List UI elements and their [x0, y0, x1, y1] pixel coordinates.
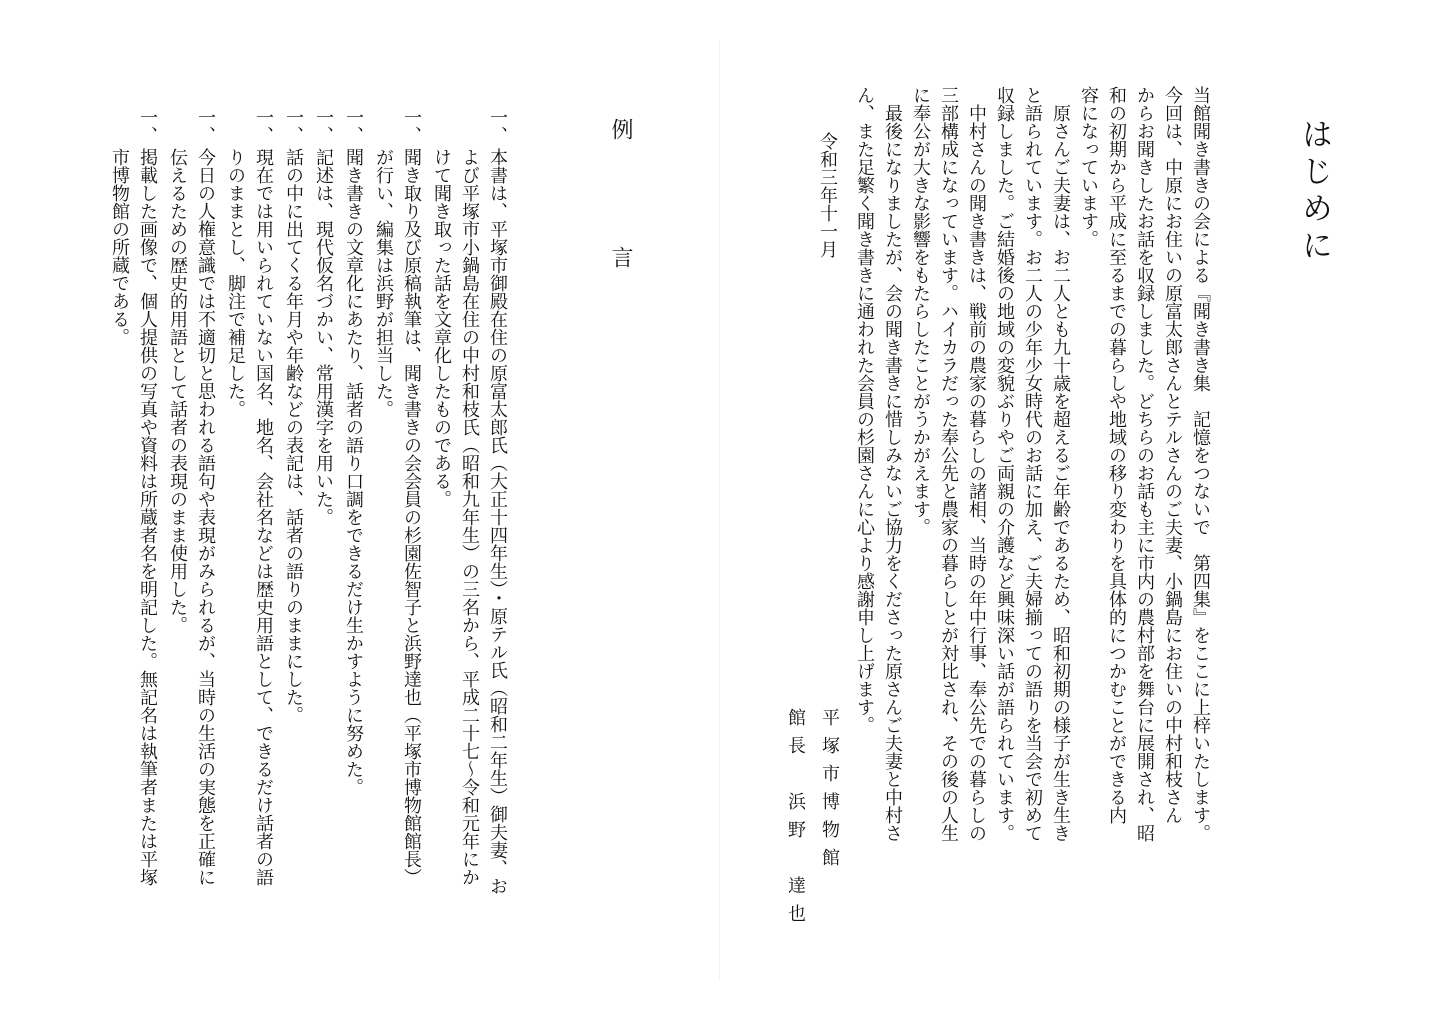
item-mark: 一、 [137, 108, 158, 144]
body-line: ん、また足繁く聞き書きに通われた会員の杉園さんに心より感謝申し上げます。 [854, 86, 875, 734]
body-line: に奉公が大きな影響をもたらしたことがうかがえます。 [910, 86, 931, 536]
reigen-title-char: 言 [608, 246, 633, 268]
item-line: 聞き書きの文章化にあたり、話者の語り口調をできるだけ生かすように努めた。 [343, 148, 364, 796]
body-line: 容になっています。 [1078, 86, 1099, 248]
body-line: 和の初期から平成に至るまでの暮らしや地域の移り変わりを具体的につかむことができる内 [1106, 86, 1127, 824]
item-mark: 一、 [313, 108, 334, 144]
item-lines [163, 108, 219, 988]
reigen-title [606, 118, 636, 268]
reigen-items [105, 108, 511, 988]
signature-organization: 平塚市博物館 [819, 708, 840, 876]
item-line: 現在では用いられていない国名、地名、会社名などは歴史用語として、できるだけ話者の語 [253, 148, 274, 886]
item-mark: 一、 [283, 108, 304, 144]
body-line: と語られています。お二人の少年少女時代のお話に加え、ご夫婦揃っての語りを当会で初めて [1022, 86, 1043, 842]
item-lines [309, 108, 337, 988]
item-mark: 一、 [253, 108, 274, 144]
item-line: 聞き取り及び原稿執筆は、聞き書きの会会員の杉園佐智子と浜野達也（平塚市博物館館長） [401, 148, 422, 886]
item-line: 話の中に出てくる年月や年齢などの表記は、話者の語りのままにした。 [283, 148, 304, 724]
signature-name: 館長 浜野 達也 [785, 708, 806, 932]
list-item [427, 108, 511, 988]
item-line: けて聞き取った話を文章化したものである。 [431, 148, 452, 508]
item-mark: 一、 [401, 108, 422, 144]
item-lines [427, 108, 511, 988]
item-lines [339, 108, 367, 988]
list-item [163, 108, 219, 988]
item-line: が行い、編集は浜野が担当した。 [373, 148, 394, 418]
hajimeni-title: はじめに [1296, 118, 1332, 266]
item-line: 今日の人権意識では不適切と思われる語句や表現がみられるが、当時の生活の実態を正確に [195, 148, 216, 886]
hajimeni-body [850, 86, 1214, 986]
list-item [221, 108, 277, 988]
list-item [369, 108, 425, 988]
item-line: 記述は、現代仮名づかい、常用漢字を用いた。 [313, 148, 334, 526]
list-item [309, 108, 337, 988]
item-lines [279, 108, 307, 988]
item-line: りのままとし、脚注で補足した。 [225, 148, 246, 418]
item-line: 掲載した画像で、個人提供の写真や資料は所蔵者名を明記した。無記名は執筆者または平塚 [137, 148, 158, 886]
body-line: 収録しました。ご結婚後の地域の変貌ぶりやご両親の介護など興味深い話が語られています。 [994, 86, 1015, 842]
body-line: 当館聞き書きの会による『聞き書き集 記憶をつないで 第四集』をここに上梓いたします。 [1190, 86, 1211, 842]
item-lines [105, 108, 161, 988]
item-lines [369, 108, 425, 988]
date-line: 令和三年十一月 [817, 132, 838, 258]
body-line: 最後になりましたが、会の聞き書きに惜しみないご協力をくださった原さんご夫妻と中村さ [882, 104, 903, 842]
item-mark: 一、 [195, 108, 216, 144]
reigen-title-char: 例 [608, 118, 633, 140]
item-line: よび平塚市小鍋島在住の中村和枝氏（昭和九年生）の三名から、平成二十七～令和元年にか [459, 148, 480, 886]
item-line: 市博物館の所蔵である。 [109, 148, 130, 346]
item-line: 本書は、平塚市御殿在住の原富太郎氏（大正十四年生）・原テル氏（昭和二年生）御夫妻、お [487, 148, 508, 895]
body-line: 三部構成になっています。ハイカラだった奉公先と農家の暮らしとが対比され、その後の人生 [938, 86, 959, 842]
body-line: 原さんご夫妻は、お二人とも九十歳を超えるご年齢であるため、昭和初期の様子が生き生き [1050, 104, 1071, 842]
hajimeni-page [720, 0, 1440, 1023]
list-item [105, 108, 161, 988]
item-mark: 一、 [487, 108, 508, 144]
body-line: 中村さんの聞き書きは、戦前の農家の暮らしの諸相、当時の年中行事、奉公先での暮らしの [966, 104, 987, 842]
list-item [279, 108, 307, 988]
item-mark: 一、 [343, 108, 364, 144]
item-line: 伝えるための歴史的用語として話者の表現のまま使用した。 [167, 148, 188, 634]
list-item [339, 108, 367, 988]
body-line: からお聞きしたお話を収録しました。どちらのお話も主に市内の農村部を舞台に展開され、昭 [1134, 86, 1155, 842]
item-lines [221, 108, 277, 988]
body-line: 今回は、中原にお住いの原富太郎さんとテルさんのご夫妻、小鍋島にお住いの中村和枝さん [1162, 86, 1183, 824]
